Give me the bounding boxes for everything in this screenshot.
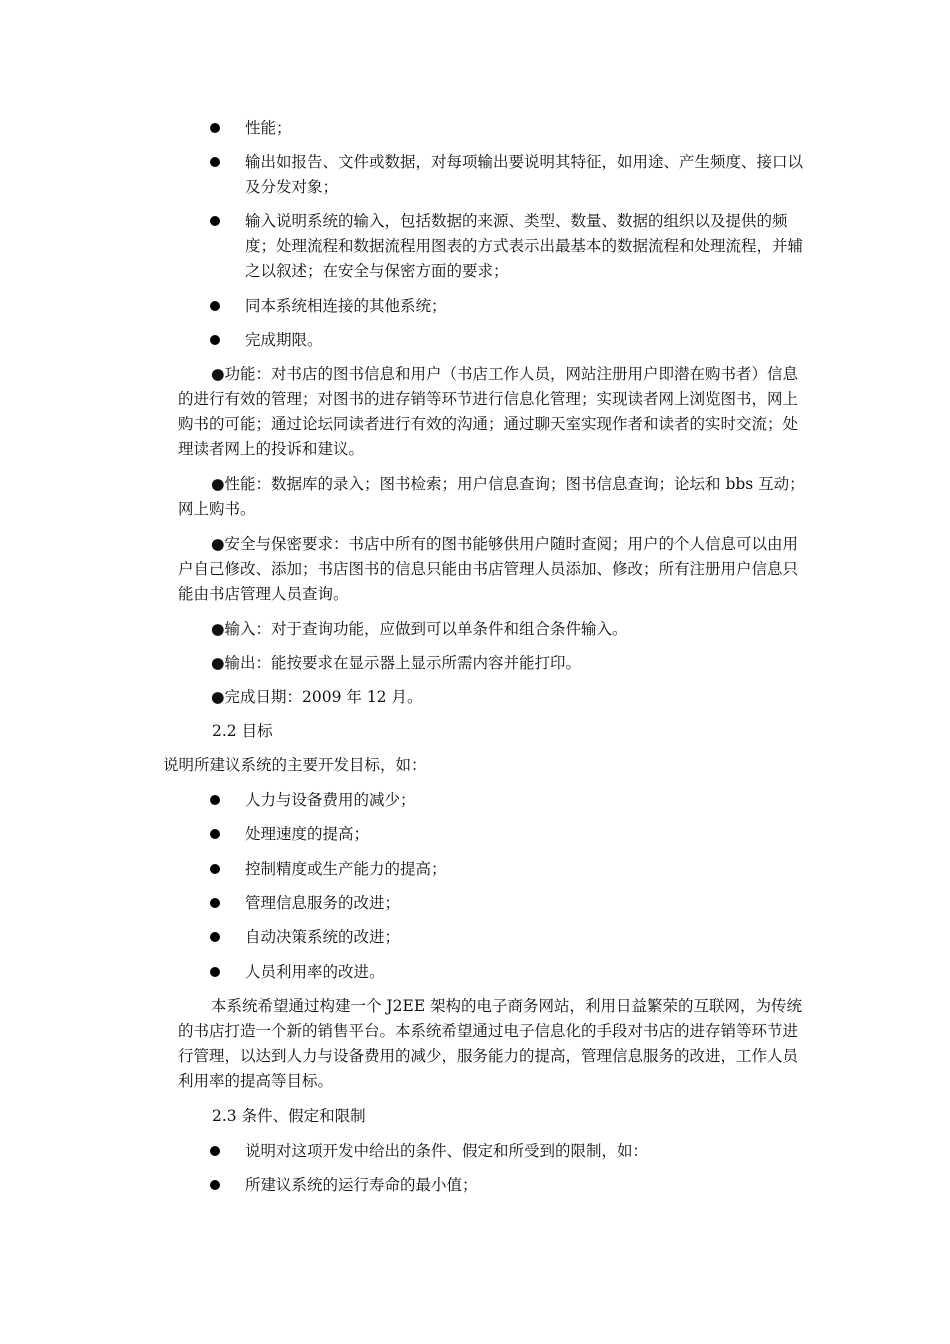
list-item-text: 性能；: [245, 119, 292, 137]
list-item-text: 自动决策系统的改进；: [245, 928, 401, 946]
bullet-icon: [210, 932, 220, 942]
bullet-icon: [210, 829, 220, 839]
list-item-text: 同本系统相连接的其他系统；: [245, 297, 447, 315]
bullet-icon: [210, 157, 220, 167]
paragraph-function: ●功能：对书店的图书信息和用户（书店工作人员，网站注册用户即潜在购书者）信息的进行有效的管理；对图书的进存销等环节进行信息化管理；实现读者网上浏览图书，网上购书的可能；通过论坛同读者进行有效的沟通；通过聊天室实现作者和读者的实时交流；处理读者网上的投诉和建议。: [178, 365, 799, 458]
list-item: [210, 960, 805, 985]
list-item-text: 人员利用率的改进。: [245, 963, 385, 981]
list-item: [210, 294, 805, 319]
list-item: [210, 209, 805, 284]
list-item-text: 处理速度的提高；: [245, 825, 370, 843]
bullet-icon: [210, 967, 220, 977]
paragraph-goal: 本系统希望通过构建一个 J2EE 架构的电子商务网站，利用日益繁荣的互联网，为传统的书店打造一个新的销售平台。本系统希望通过电子信息化的手段对书店的进存销等环节进行管理，以达到人力与设备费用的减少，服务能力的提高，管理信息服务的改进，工作人员利用率的提高等目标。: [178, 997, 803, 1090]
paragraph-performance: ●性能：数据库的录入；图书检索；用户信息查询；图书信息查询；论坛和 bbs 互动；网上购书。: [178, 475, 805, 518]
list-item: [210, 857, 805, 882]
bullet-icon: [210, 123, 220, 133]
list-item-text: 管理信息服务的改进；: [245, 894, 401, 912]
section-intro: 说明所建议系统的主要开发目标，如：: [163, 756, 427, 774]
bullet-icon: [210, 795, 220, 805]
list-item-text: 输出如报告、文件或数据，对每项输出要说明其特征，如用途、产生频度、接口以及分发对象；: [245, 153, 804, 196]
paragraph-date: ●完成日期：2009 年 12 月。: [211, 688, 423, 706]
list-item: [210, 150, 805, 200]
paragraph-security: ●安全与保密要求：书店中所有的图书能够供用户随时查阅；用户的个人信息可以由用户自己修改、添加；书店图书的信息只能由书店管理人员添加、修改；所有注册用户信息只能由书店管理人员查询。: [178, 535, 799, 603]
bullet-icon: [210, 1180, 220, 1190]
list-item-text: 控制精度或生产能力的提高；: [245, 860, 447, 878]
paragraph-input: ●输入：对于查询功能，应做到可以单条件和组合条件输入。: [211, 620, 628, 638]
list-item-text: 人力与设备费用的减少；: [245, 791, 416, 809]
list-item: [210, 822, 805, 847]
list-item: [210, 788, 805, 813]
section-heading-2-3: 2.3 条件、假定和限制: [212, 1107, 366, 1125]
list-item: [210, 116, 805, 141]
bullet-icon: [210, 1146, 220, 1156]
paragraph-output: ●输出：能按要求在显示器上显示所需内容并能打印。: [211, 654, 582, 672]
list-item: [210, 891, 805, 916]
bullet-icon: [210, 301, 220, 311]
list-item-text: 所建议系统的运行寿命的最小值；: [245, 1176, 478, 1194]
list-item-text: 说明对这项开发中给出的条件、假定和所受到的限制，如：: [245, 1142, 649, 1160]
section-heading-2-2: 2.2 目标: [212, 722, 273, 740]
bullet-icon: [210, 864, 220, 874]
bullet-icon: [210, 335, 220, 345]
list-item: [210, 1139, 805, 1164]
list-item: [210, 925, 805, 950]
list-item: [210, 328, 805, 353]
bullet-icon: [210, 216, 220, 226]
bullet-icon: [210, 898, 220, 908]
list-item-text: 完成期限。: [245, 331, 323, 349]
list-item-text: 输入说明系统的输入，包括数据的来源、类型、数量、数据的组织以及提供的频度；处理流程和数据流程用图表的方式表示出最基本的数据流程和处理流程，并辅之以叙述；在安全与保密方面的要求；: [245, 212, 804, 280]
list-item: [210, 1173, 805, 1198]
